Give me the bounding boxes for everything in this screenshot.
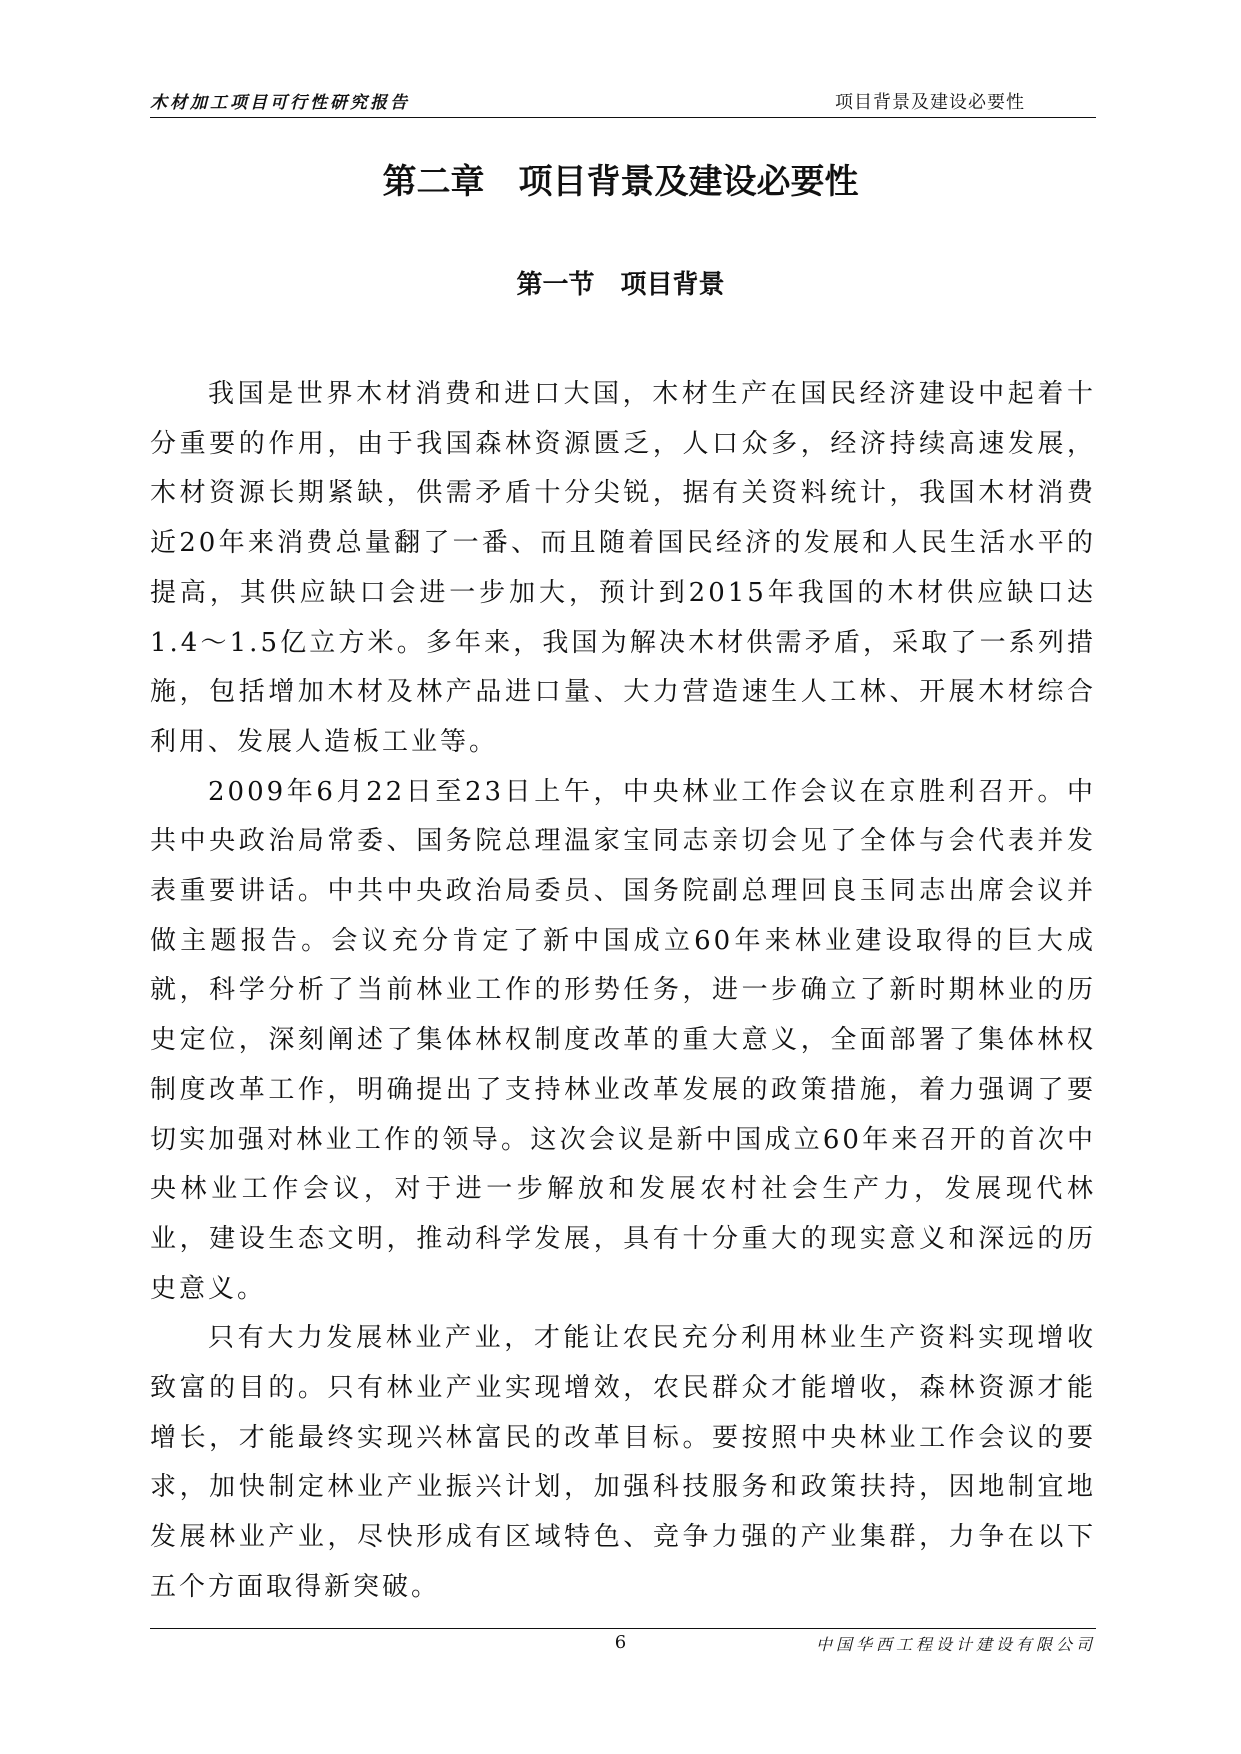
header-chapter-name: 项目背景及建设必要性 [835, 92, 1025, 113]
header-report-title: 木材加工项目可行性研究报告 [150, 93, 410, 113]
section-title: 第一节 项目背景 [516, 270, 725, 300]
page-number: 6 [614, 1632, 627, 1653]
paragraph: 我国是世界木材消费和进口大国，木材生产在国民经济建设中起着十分重要的作用，由于我国森林资源匮乏，人口众多，经济持续高速发展，木材资源长期紧缺，供需矛盾十分尖锐，据有关资料统计，我国木材消费近20年来消费总量翻了一番、而且随着国民经济的发展和人民生活水平的提高，其供应缺口会进一步加大，预计到2015年我国的木材供应缺口达1.4～1.5亿立方米。多年来，我国为解决木材供需矛盾，采取了一系列措施，包括增加木材及林产品进口量、大力营造速生人工林、开展木材综合利用、发展人造板工业等。 [150, 379, 1096, 757]
header-divider [150, 117, 1096, 118]
paragraph: 只有大力发展林业产业，才能让农民充分利用林业生产资料实现增收致富的目的。只有林业产业实现增效，农民群众才能增收，森林资源才能增长，才能最终实现兴林富民的改革目标。要按照中央林业工作会议的要求，加快制定林业产业振兴计划，加强科技服务和政策扶持，因地制宜地发展林业产业，尽快形成有区域特色、竞争力强的产业集群，力争在以下五个方面取得新突破。 [150, 1323, 1096, 1602]
footer-divider [150, 1628, 1096, 1629]
paragraph: 2009年6月22日至23日上午，中央林业工作会议在京胜利召开。中共中央政治局常委、国务院总理温家宝同志亲切会见了全体与会代表并发表重要讲话。中共中央政治局委员、国务院副总理回良玉同志出席会议并做主题报告。会议充分肯定了新中国成立60年来林业建设取得的巨大成就，科学分析了当前林业工作的形势任务，进一步确立了新时期林业的历史定位，深刻阐述了集体林权制度改革的重大意义，全面部署了集体林权制度改革工作，明确提出了支持林业改革发展的政策措施，着力强调了要切实加强对林业工作的领导。这次会议是新中国成立60年来召开的首次中央林业工作会议，对于进一步解放和发展农村社会生产力，发展现代林业，建设生态文明，推动科学发展，具有十分重大的现实意义和深远的历史意义。 [150, 776, 1096, 1304]
chapter-title: 第二章 项目背景及建设必要性 [382, 162, 859, 202]
footer-company-name: 中国华西工程设计建设有限公司 [815, 1635, 1096, 1654]
body-text [150, 370, 1096, 1613]
